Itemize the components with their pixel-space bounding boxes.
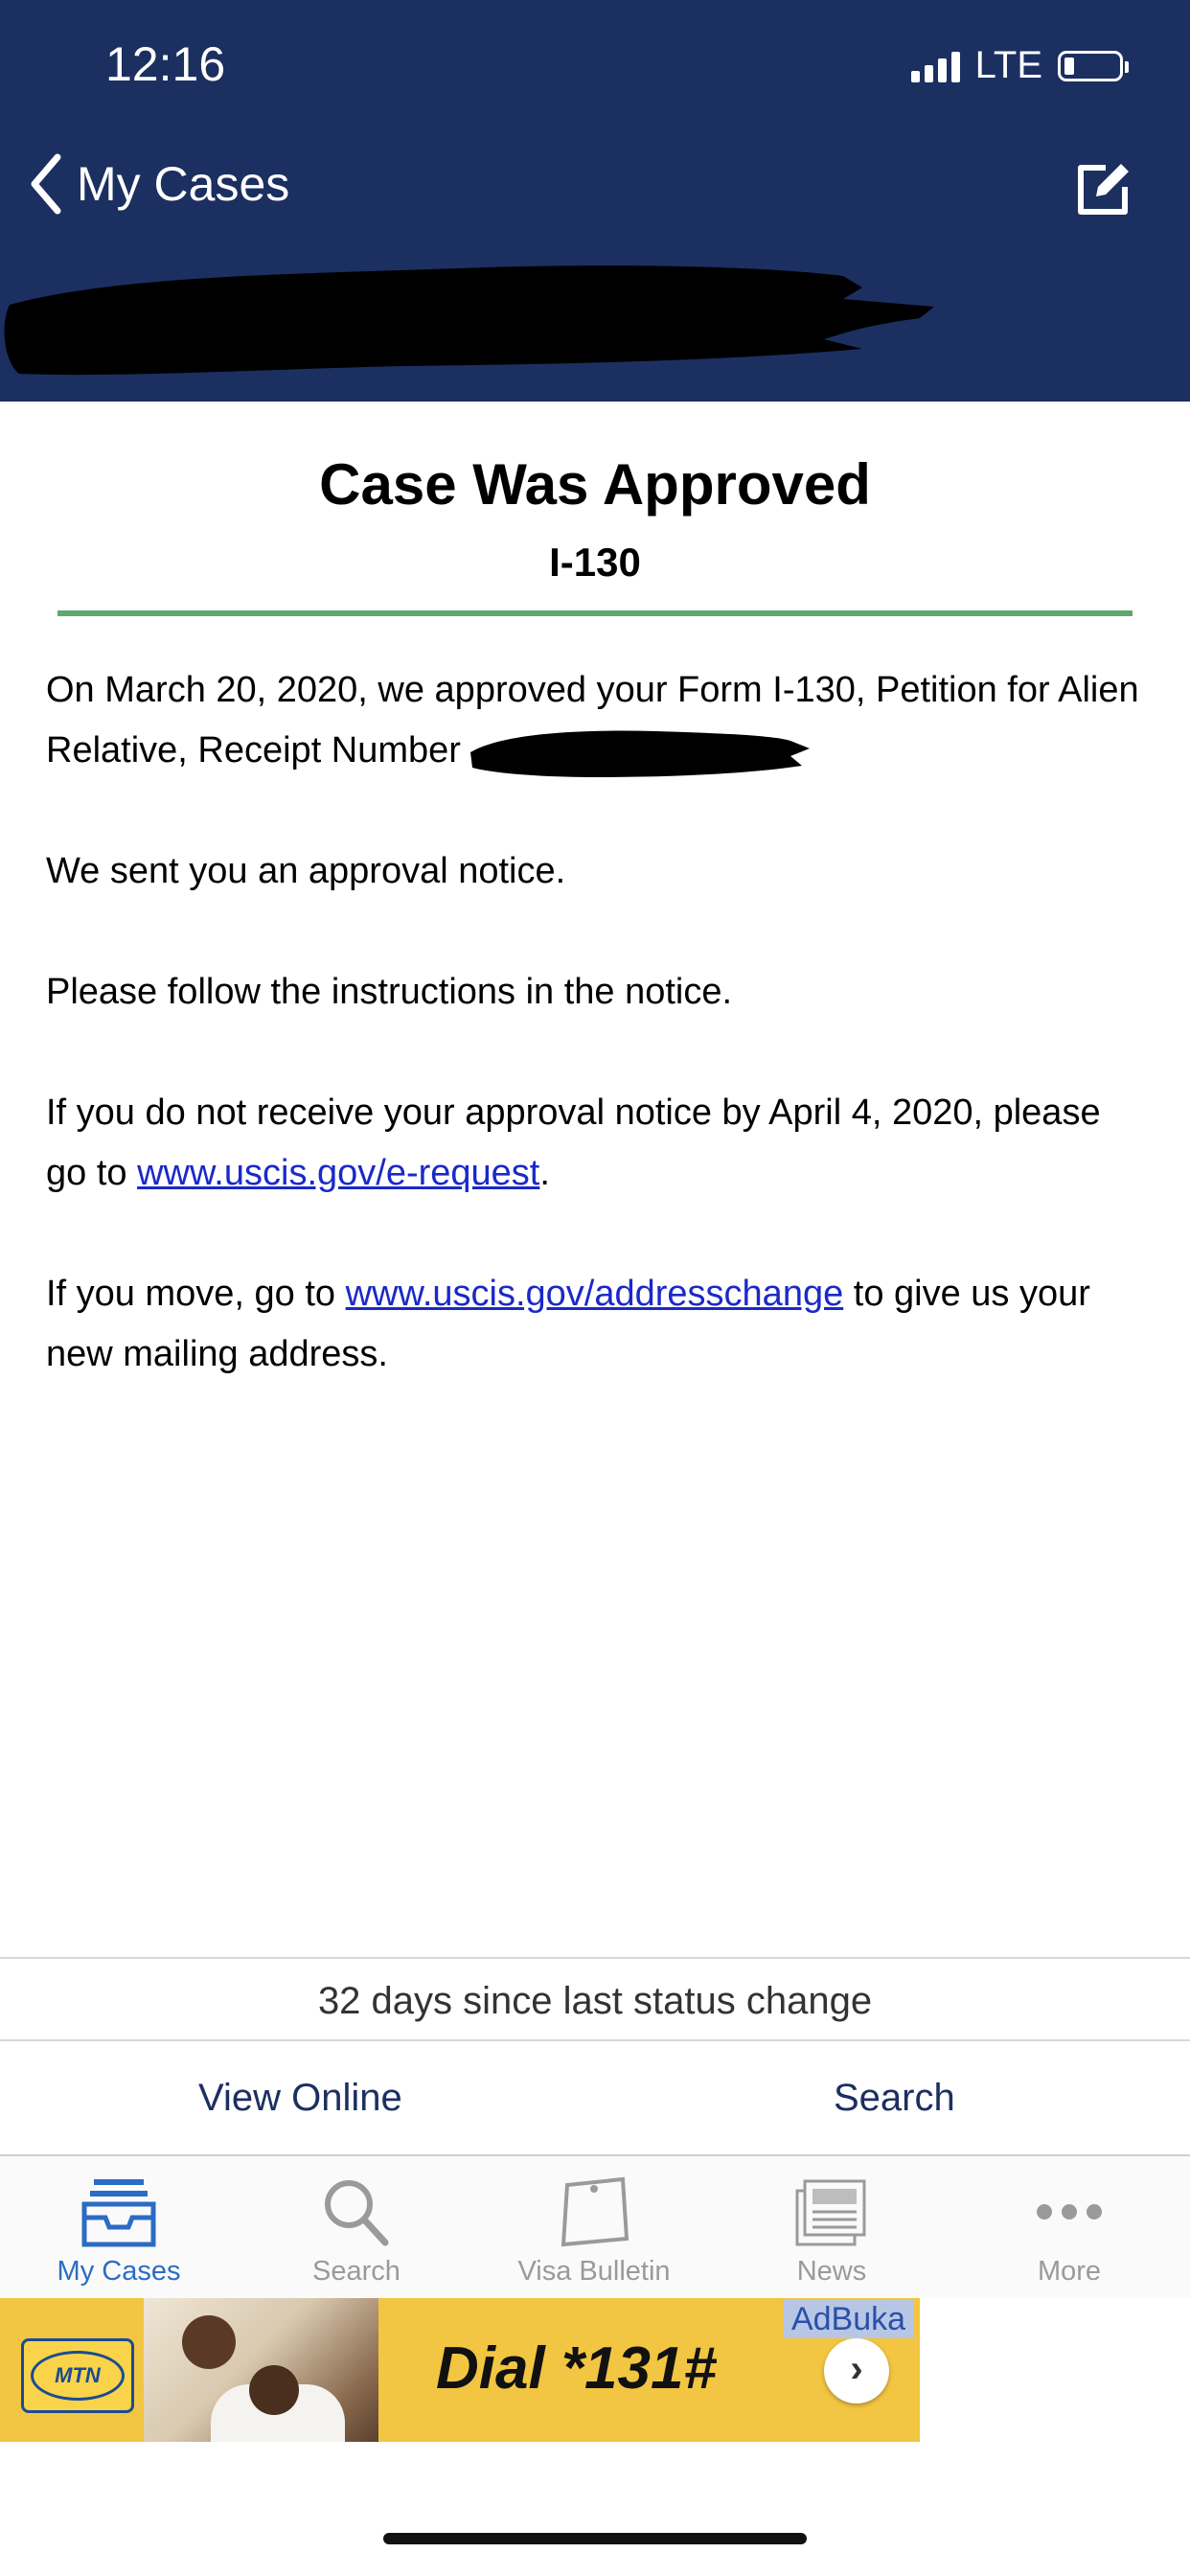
chevron-right-icon[interactable]: ›: [824, 2338, 889, 2404]
ad-text: Dial *131#: [436, 2335, 717, 2402]
bulletin-note-icon: [556, 2175, 632, 2248]
form-type: I-130: [549, 540, 641, 585]
redacted-case-number: [0, 257, 949, 391]
status-time: 12:16: [105, 37, 226, 91]
redacted-receipt-number: [465, 724, 819, 781]
ad-photo: [144, 2298, 378, 2442]
network-type: LTE: [974, 44, 1042, 86]
tab-label: News: [796, 2256, 867, 2287]
app-header: [0, 0, 1190, 402]
home-indicator: [383, 2533, 807, 2544]
mtn-logo: [21, 2338, 134, 2413]
case-actions: [0, 2041, 1190, 2156]
ad-banner[interactable]: [0, 2298, 920, 2442]
e-request-text-before: If you do not receive your approval notice by April 4, 2020, please go to: [46, 1092, 1101, 1193]
paragraph-e-request: [46, 1083, 1148, 1204]
newspaper-icon: [793, 2175, 870, 2248]
status-divider: [57, 610, 1133, 616]
tab-label: Search: [312, 2256, 400, 2287]
paragraph-notice-sent: We sent you an approval notice.: [46, 851, 566, 891]
magnifier-icon: [318, 2175, 395, 2248]
back-label: My Cases: [77, 157, 290, 211]
tab-bar: [0, 2156, 1190, 2298]
tab-visa-bulletin[interactable]: [475, 2175, 713, 2288]
e-request-link[interactable]: www.uscis.gov/e-request: [137, 1153, 540, 1193]
days-since-status-change: 32 days since last status change: [0, 1957, 1190, 2041]
tab-search[interactable]: [238, 2175, 475, 2288]
address-text-before: If you move, go to: [46, 1274, 346, 1314]
tab-label: Visa Bulletin: [517, 2256, 671, 2287]
status-indicators: [911, 44, 1123, 87]
case-status-title: Case Was Approved: [319, 452, 871, 517]
signal-icon: [911, 50, 960, 82]
address-change-link[interactable]: www.uscis.gov/addresschange: [345, 1274, 844, 1314]
approval-text: On March 20, 2020, we approved your Form I-130, Petition for Alien Relative, Receipt Number: [46, 670, 1139, 770]
search-button[interactable]: Search: [834, 2077, 955, 2119]
view-online-button[interactable]: View Online: [198, 2077, 402, 2119]
paragraph-approval: [46, 660, 1148, 781]
battery-icon: [1058, 51, 1123, 81]
mtn-logo-text: MTN: [31, 2351, 125, 2401]
tab-more[interactable]: [950, 2175, 1188, 2288]
edit-icon[interactable]: [1073, 158, 1134, 219]
e-request-text-after: .: [539, 1153, 550, 1193]
address-text-after: to give us your new mailing address.: [46, 1274, 1090, 1374]
case-description: [46, 660, 1148, 1445]
more-dots-icon: [1031, 2175, 1108, 2248]
paragraph-address-change: [46, 1264, 1148, 1385]
inbox-tray-icon: [80, 2175, 157, 2248]
ad-network-tag[interactable]: AdBuka: [784, 2300, 913, 2338]
back-button[interactable]: [29, 153, 289, 215]
tab-label: More: [1037, 2256, 1102, 2287]
chevron-left-icon: [29, 153, 63, 215]
paragraph-instructions: Please follow the instructions in the notice.: [46, 972, 733, 1012]
tab-my-cases[interactable]: [0, 2175, 238, 2288]
tab-news[interactable]: [713, 2175, 950, 2288]
tab-label: My Cases: [57, 2256, 181, 2287]
